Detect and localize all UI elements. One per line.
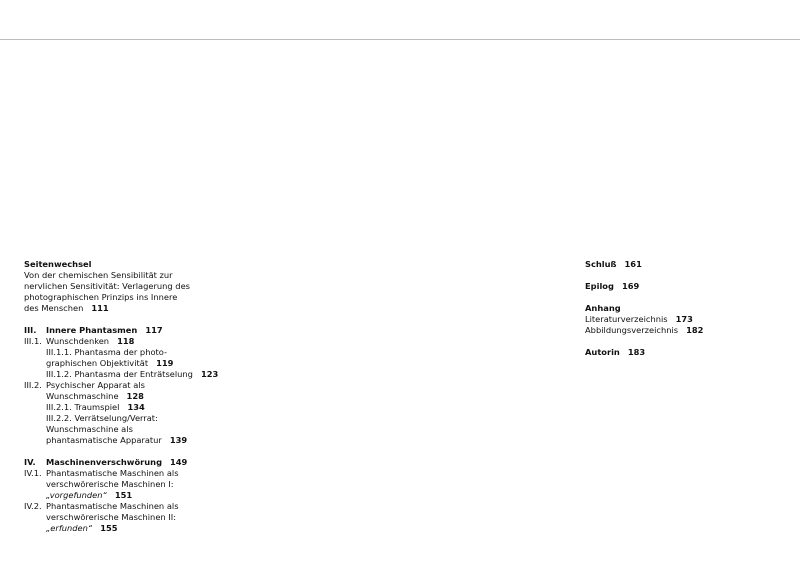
toc-text: Wunschmaschine: [46, 391, 119, 401]
toc-text: Wunschmaschine als: [46, 424, 133, 434]
toc-entry: [24, 303, 244, 314]
page-number: 128: [126, 391, 144, 401]
toc-text: Literaturverzeichnis: [585, 314, 668, 324]
toc-entry-iii-1: [24, 336, 244, 347]
part-number: III.: [24, 325, 37, 335]
toc-text: III.2.1. Traumspiel: [46, 402, 120, 412]
section-number: IV.1.: [24, 468, 42, 478]
page-number: 119: [156, 358, 174, 368]
page-number: 118: [117, 336, 135, 346]
section-title-anhang: Anhang: [585, 303, 621, 313]
page-number: 169: [621, 281, 640, 291]
part-title: Innere Phantasmen: [46, 325, 138, 335]
toc-entry-epilog: [585, 281, 785, 292]
toc-text: Abbildungsverzeichnis: [585, 325, 679, 335]
toc-text: Von der chemischen Sensibilität zur: [24, 270, 173, 280]
page-number: 111: [91, 303, 109, 313]
section-title: Schluß: [585, 259, 617, 269]
section-title: Autorin: [585, 347, 620, 357]
page-number: 139: [169, 435, 188, 445]
toc-text: III.1.1. Phantasma der photo-: [46, 347, 168, 357]
section-title: Psychischer Apparat als: [46, 380, 145, 390]
part-heading-iv: [24, 457, 244, 468]
page-number: 155: [100, 523, 118, 533]
page-number: 173: [675, 314, 693, 324]
toc-entry-schluss: [585, 259, 785, 270]
toc-entry-literatur: [585, 314, 785, 325]
page-number: 149: [170, 457, 188, 467]
section-title: Epilog: [585, 281, 614, 291]
section-title: Phantasmatische Maschinen als: [46, 501, 179, 511]
toc-entry-iv-2: [24, 501, 244, 512]
toc-entry-iv-1: [24, 468, 244, 479]
part-title: Maschinenverschwörung: [46, 457, 163, 467]
toc-entry: [24, 490, 244, 501]
toc-text: „erfunden“: [46, 523, 93, 533]
toc-text: phantasmatische Apparatur: [46, 435, 162, 445]
toc-text: III.2.2. Verrätselung/Verrat:: [46, 413, 158, 423]
toc-entry-iii-2: [24, 380, 244, 391]
toc-entry-iii-1-2: [24, 369, 244, 380]
page-number: 117: [145, 325, 163, 335]
toc-entry-iii-1-1: [24, 358, 244, 369]
section-number: IV.2.: [24, 501, 42, 511]
toc-text: graphischen Objektivität: [46, 358, 149, 368]
toc-entry-iii-2-2: [24, 435, 244, 446]
toc-text: III.1.2. Phantasma der Enträtselung: [46, 369, 193, 379]
part-heading-iii: [24, 325, 244, 336]
toc-text: verschwörerische Maschinen II:: [46, 512, 177, 522]
toc-text: photographischen Prinzips ins Innere: [24, 292, 178, 302]
page-number: 182: [686, 325, 704, 335]
part-number: IV.: [24, 457, 36, 467]
page-number: 134: [127, 402, 145, 412]
toc-entry-iii-2-1: [24, 402, 244, 413]
toc-entry-abbildungen: [585, 325, 785, 336]
top-rule: [0, 39, 800, 40]
section-title: Phantasmatische Maschinen als: [46, 468, 179, 478]
toc-text: nervlichen Sensitivität: Verlagerung des: [24, 281, 191, 291]
toc-entry: [24, 523, 244, 534]
toc-text: des Menschen: [24, 303, 84, 313]
page-number: 151: [114, 490, 133, 500]
page-number: 123: [200, 369, 219, 379]
toc-text: „vorgefunden“: [46, 490, 107, 500]
section-number: III.2.: [24, 380, 42, 390]
section-title-seitenwechsel: Seitenwechsel: [24, 259, 92, 269]
page-number: 161: [624, 259, 642, 269]
page-number: 183: [627, 347, 646, 357]
section-number: III.1.: [24, 336, 42, 346]
section-title: Wunschdenken: [46, 336, 110, 346]
toc-right-column: [585, 259, 785, 358]
toc-left-column: [24, 259, 244, 534]
toc-entry: [24, 391, 244, 402]
toc-entry-autorin: [585, 347, 785, 358]
toc-text: verschwörerische Maschinen I:: [46, 479, 174, 489]
